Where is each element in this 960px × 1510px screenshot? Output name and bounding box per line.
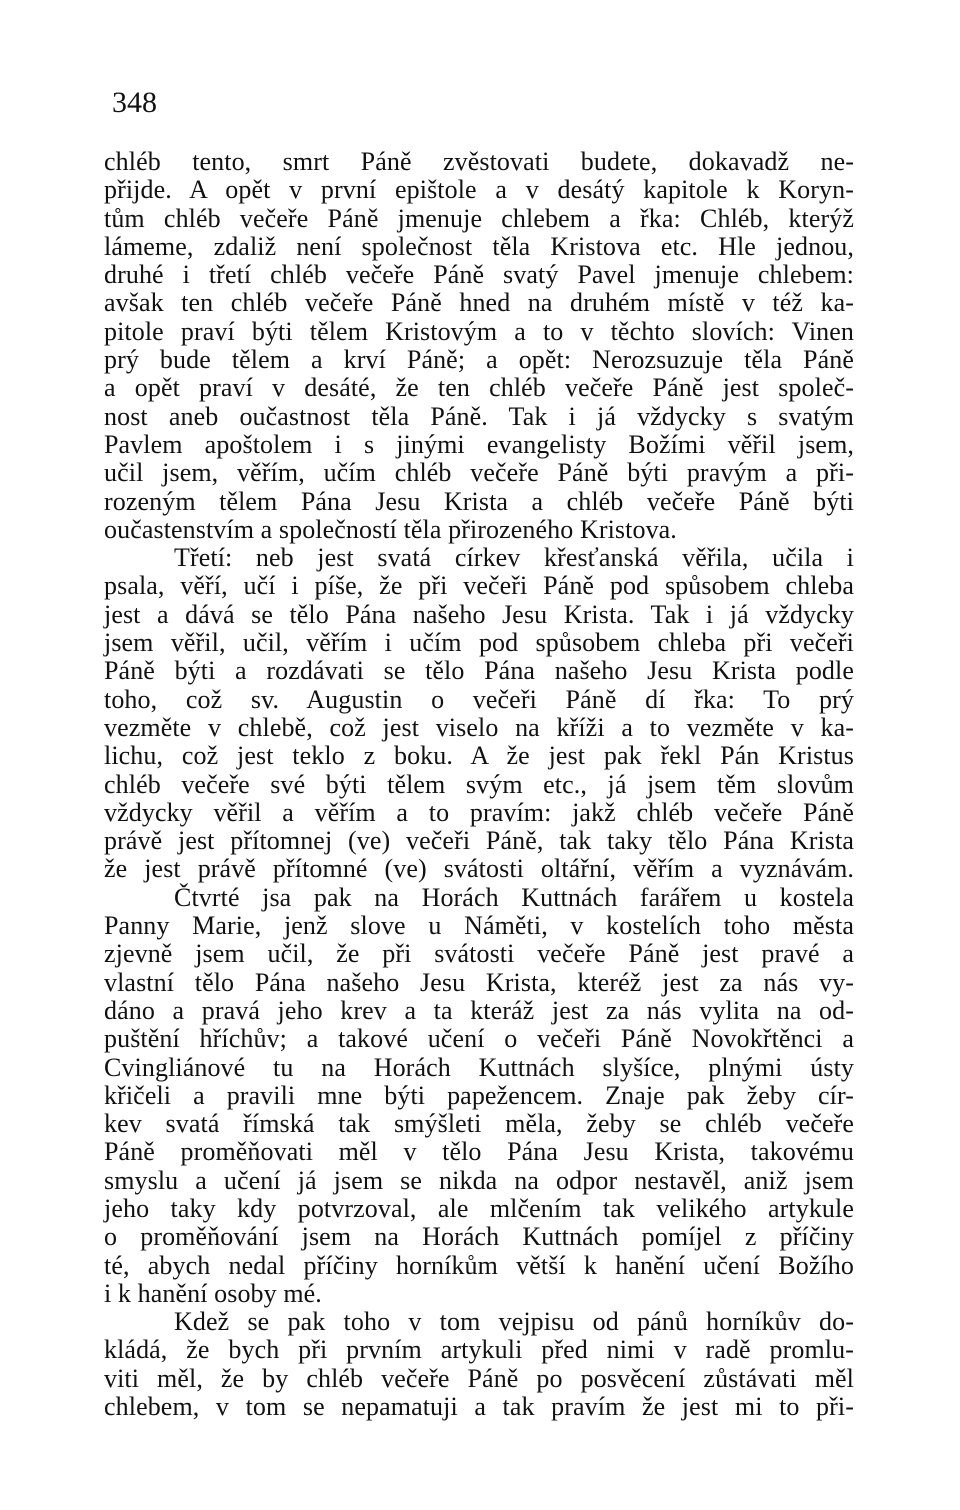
text-line: přijde. A opět v první epištole a v desátý kapitole k Koryn- bbox=[104, 175, 854, 205]
text-line: jest a dává se tělo Pána našeho Jesu Krista. Tak i já vždycky bbox=[104, 599, 854, 629]
text-line: právě jest přítomnej (ve) večeři Páně, tak taky tělo Pána Krista bbox=[104, 826, 854, 856]
text-line: viti měl, že by chléb večeře Páně po posvěcení zůstávati měl bbox=[104, 1363, 854, 1393]
text-line: Kdež se pak toho v tom vejpisu od pánů horníkův do- bbox=[174, 1307, 854, 1337]
text-line: jsem věřil, učil, věřím i učím pod spůsobem chleba při večeři bbox=[104, 628, 854, 658]
text-line: Pavlem apoštolem i s jinými evangelisty Božími věřil jsem, bbox=[104, 429, 854, 459]
text-line: učil jsem, věřím, učím chléb večeře Páně býti pravým a při- bbox=[104, 458, 854, 488]
text-line: vlastní tělo Pána našeho Jesu Krista, kteréž jest za nás vy- bbox=[104, 967, 854, 997]
text-line: puštění hříchův; a takové učení o večeři Páně Novokřtěnci a bbox=[104, 1024, 854, 1054]
text-line: zjevně jsem učil, že při svátosti večeře Páně jest pravé a bbox=[104, 939, 854, 969]
text-line: vezměte v chlebě, což jest viselo na kříži a to vezměte v ka- bbox=[104, 712, 854, 742]
text-line: chléb tento, smrt Páně zvěstovati budete, dokavadž ne- bbox=[104, 147, 854, 176]
text-line: rozeným tělem Pána Jesu Krista a chléb večeře Páně býti bbox=[104, 486, 854, 516]
text-line: Čtvrté jsa pak na Horách Kuttnách farářem u kostela bbox=[174, 882, 854, 912]
text-line: Páně proměňovati měl v tělo Pána Jesu Krista, takovému bbox=[104, 1137, 854, 1167]
text-line: a opět praví v desáté, že ten chléb večeře Páně jest společ- bbox=[104, 373, 854, 403]
text-line: kládá, že bych při prvním artykuli před nimi v radě promlu- bbox=[104, 1335, 854, 1365]
text-line: oučastenstvím a společností těla přirozeného Kristova. bbox=[104, 514, 677, 544]
text-line: smyslu a učení já jsem se nikda na odpor nestavěl, aniž jsem bbox=[104, 1165, 854, 1195]
text-line: chléb večeře své býti tělem svým etc., já jsem těm slovům bbox=[104, 769, 854, 799]
text-line: psala, věří, učí i píše, že při večeři Páně pod spůsobem chleba bbox=[104, 571, 854, 601]
text-line: té, abych nedal příčiny horníkům větší k hanění učení Božího bbox=[104, 1250, 854, 1280]
text-line: druhé i třetí chléb večeře Páně svatý Pavel jmenuje chlebem: bbox=[104, 260, 854, 290]
text-line: i k hanění osoby mé. bbox=[104, 1278, 322, 1308]
text-line: pitole praví býti tělem Kristovým a to v těchto slovích: Vinen bbox=[104, 316, 854, 346]
text-line: Třetí: neb jest svatá církev křesťanská věřila, učila i bbox=[174, 543, 854, 573]
text-line: lichu, což jest teklo z boku. A že jest pak řekl Pán Kristus bbox=[104, 741, 854, 771]
text-line: že jest právě přítomné (ve) svátosti oltářní, věřím a vyznávám. bbox=[104, 854, 854, 884]
text-line: nost aneb oučastnost těla Páně. Tak i já vždycky s svatým bbox=[104, 401, 854, 431]
text-line: kev svatá římská tak smýšleti měla, žeby se chléb večeře bbox=[104, 1109, 854, 1139]
text-line: lámeme, zdaliž není společnost těla Kristova etc. Hle jednou, bbox=[104, 231, 854, 261]
text-line: Panny Marie, jenž slove u Náměti, v kostelích toho města bbox=[104, 911, 854, 941]
text-line: Cvingliánové tu na Horách Kuttnách slyšíce, plnými ústy bbox=[104, 1052, 854, 1082]
text-line: Páně býti a rozdávati se tělo Pána našeho Jesu Krista podle bbox=[104, 656, 854, 686]
text-line: prý bude tělem a krví Páně; a opět: Nerozsuzuje těla Páně bbox=[104, 345, 854, 375]
text-line: křičeli a pravili mne býti papežencem. Znaje pak žeby cír- bbox=[104, 1080, 854, 1110]
text-line: tům chléb večeře Páně jmenuje chlebem a řka: Chléb, kterýž bbox=[104, 203, 854, 233]
body-text bbox=[104, 148, 854, 1421]
text-line: chlebem, v tom se nepamatuji a tak pravím že jest mi to při- bbox=[104, 1392, 854, 1422]
text-line: toho, což sv. Augustin o večeři Páně dí řka: To prý bbox=[104, 684, 854, 714]
page-number: 348 bbox=[112, 86, 157, 119]
text-line: vždycky věřil a věřím a to pravím: jakž chléb večeře Páně bbox=[104, 797, 854, 827]
text-line: jeho taky kdy potvrzoval, ale mlčením tak velikého artykule bbox=[104, 1193, 854, 1223]
text-line: avšak ten chléb večeře Páně hned na druhém místě v též ka- bbox=[104, 288, 854, 318]
text-line: o proměňování jsem na Horách Kuttnách pomíjel z příčiny bbox=[104, 1222, 854, 1252]
text-line: dáno a pravá jeho krev a ta kteráž jest za nás vylita na od- bbox=[104, 995, 854, 1025]
